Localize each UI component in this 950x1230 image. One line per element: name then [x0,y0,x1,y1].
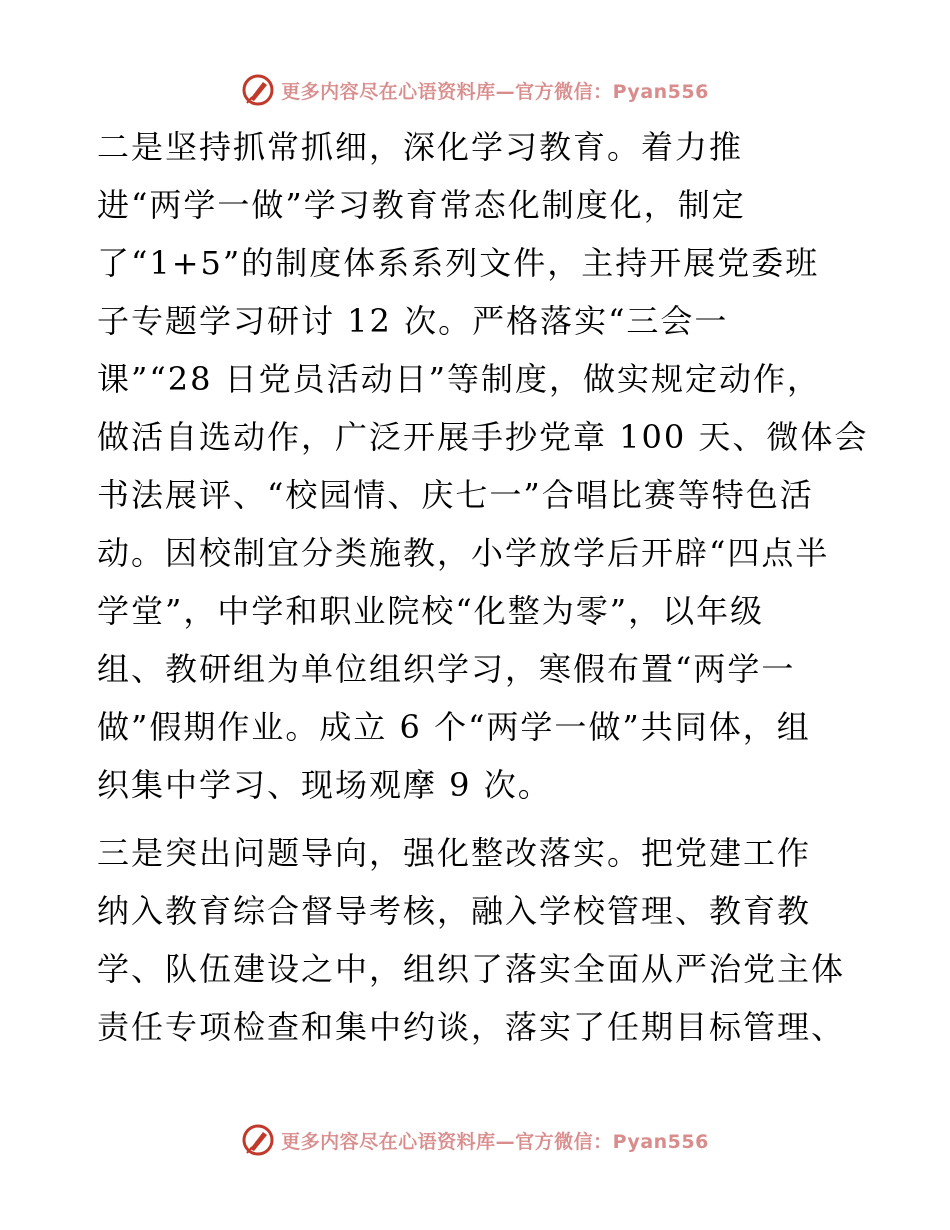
footer-watermark [0,1120,950,1160]
header-watermark [0,70,950,110]
text-line: 做”假期作业。成立 6 个“两学一做”共同体，组 [97,708,811,746]
paragraph-2 [97,118,867,814]
text-line: 做活自选动作，广泛开展手抄党章 100 天、微体会 [97,418,869,456]
text-line: 课”“28 日党员活动日”等制度，做实规定动作， [97,360,821,398]
text-line: 二是坚持抓常抓细，深化学习教育。着力推 [97,128,744,166]
text-line: 进“两学一做”学习教育常态化制度化，制定 [97,186,746,224]
text-line: 三是突出问题导向，强化整改落实。把党建工作 [97,834,812,872]
text-line: 动。因校制宜分类施教，小学放学后开辟“四点半 [97,534,830,572]
text-line: 组、教研组为单位组织学习，寒假布置“两学一 [97,650,796,688]
text-line: 子专题学习研讨 12 次。严格落实“三会一 [97,302,729,340]
quill-logo-icon [241,73,275,107]
document-body [97,118,867,1056]
footer-watermark-text: 更多内容尽在心语资料库—官方微信：Pyan556 [281,1130,709,1153]
text-line: 了“1+5”的制度体系系列文件，主持开展党委班 [97,244,820,282]
text-line: 责任专项检查和集中约谈，落实了任期目标管理、 [97,1008,846,1046]
quill-logo-icon [241,1123,275,1157]
paragraph-3 [97,824,867,1056]
text-line: 书法展评、“校园情、庆七一”合唱比赛等特色活 [97,476,814,514]
text-line: 纳入教育综合督导考核，融入学校管理、教育教 [97,892,812,930]
text-line: 学堂”，中学和职业院校“化整为零”，以年级 [97,592,765,630]
text-line: 学、队伍建设之中，组织了落实全面从严治党主体 [97,950,846,988]
header-watermark-text: 更多内容尽在心语资料库—官方微信：Pyan556 [281,80,709,103]
text-line: 织集中学习、现场观摩 9 次。 [97,766,552,804]
